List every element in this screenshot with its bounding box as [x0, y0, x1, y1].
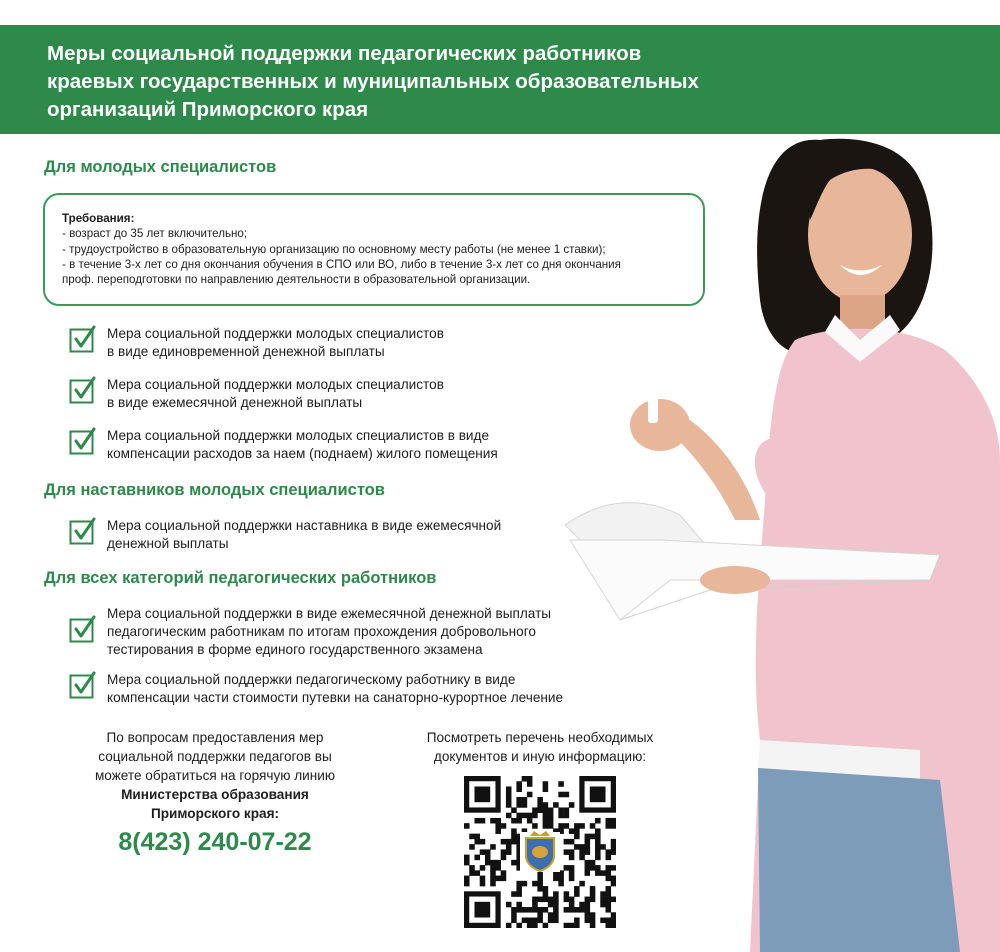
emblem-icon	[520, 831, 560, 872]
requirements-text	[62, 211, 702, 287]
check-icon	[69, 671, 97, 699]
hotline-phone[interactable]: 8(423) 240-07-22	[118, 828, 312, 856]
measure-text: Мера социальной поддержки молодых специалистов в виде единовременной денежной выплаты	[107, 326, 444, 359]
measure-text: Мера социальной поддержки педагогическому работнику в виде компенсации части стоимости путевки на санаторно-курортное лечение	[107, 672, 564, 705]
section-title-all: Для всех категорий педагогических работников	[44, 569, 437, 587]
measure-text: Мера социальной поддержки молодых специалистов в виде компенсации расходов за наем (поднаем) жилого помещения	[107, 428, 498, 461]
requirement-line: - возраст до 35 лет включительно;	[62, 227, 248, 241]
section-title-mentors: Для наставников молодых специалистов	[44, 481, 385, 499]
requirement-line: - в течение 3-х лет со дня окончания обучения в СПО или ВО, либо в течение 3-х лет со дня окончания	[62, 257, 621, 271]
measure-text: Мера социальной поддержки молодых специалистов в виде ежемесячной денежной выплаты	[107, 377, 444, 410]
measure-text: Мера социальной поддержки в виде ежемесячной денежной выплаты педагогическим работникам по итогам прохождения добровольного тестирования в форме единого государственного экзамена	[107, 606, 552, 657]
page-title: Меры социальной поддержки педагогических работников краевых государственных и муниципальных образовательных организаций Приморского края	[47, 42, 699, 121]
check-icon	[69, 376, 97, 404]
requirement-line: - трудоустройство в образовательную организацию по основному месту работы (не менее 1 ставки);	[62, 242, 606, 256]
check-icon	[69, 517, 97, 545]
check-icon	[69, 615, 97, 643]
check-icon	[69, 427, 97, 455]
measure-text: Мера социальной поддержки наставника в виде ежемесячной денежной выплаты	[107, 518, 502, 551]
qr-code[interactable]	[464, 776, 616, 928]
check-icon	[69, 325, 97, 353]
section-title-young: Для молодых специалистов	[44, 158, 277, 176]
hotline-info: По вопросам предоставления мер социальной поддержки педагогов вы можете обратиться на горячую линию Министерства образования Приморского края:	[94, 730, 336, 821]
requirements-heading: Требования:	[62, 212, 135, 225]
documents-info: Посмотреть перечень необходимых документов и иную информацию:	[426, 730, 654, 764]
requirement-line: проф. переподготовки по направлению деятельности в образовательной организации.	[62, 273, 531, 287]
